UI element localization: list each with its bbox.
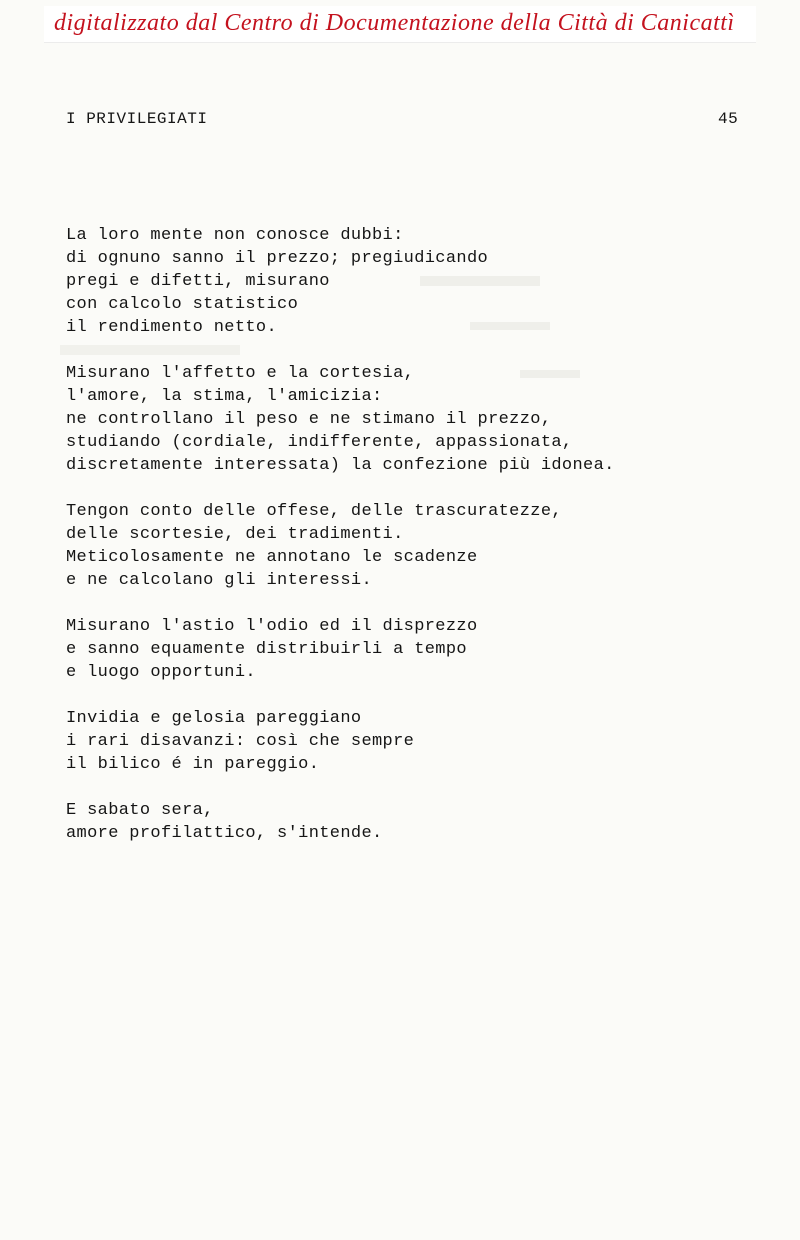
poem-line: ne controllano il peso e ne stimano il prezzo, [66,410,552,429]
poem-line: l'amore, la stima, l'amicizia: [66,387,383,406]
page-title: I PRIVILEGIATI [66,110,208,128]
poem-line: studiando (cordiale, indifferente, appassionata, [66,433,573,452]
stanza [66,224,766,339]
poem-line: E sabato sera, [66,801,214,820]
poem-line: discretamente interessata) la confezione più idonea. [66,456,615,475]
poem-line: il bilico é in pareggio. [66,755,320,774]
stanza [66,362,766,477]
poem-line: e sanno equamente distribuirli a tempo [66,640,467,659]
poem-body [66,224,766,868]
poem-line: i rari disavanzi: così che sempre [66,732,415,751]
poem-line: delle scortesie, dei tradimenti. [66,525,404,544]
poem-line: di ognuno sanno il prezzo; pregiudicando [66,249,489,268]
poem-line: e luogo opportuni. [66,663,256,682]
stanza [66,500,766,592]
poem-line: Tengon conto delle offese, delle trascuratezze, [66,502,562,521]
poem-line: Meticolosamente ne annotano le scadenze [66,548,478,567]
poem-line: e ne calcolano gli interessi. [66,571,372,590]
poem-line: con calcolo statistico [66,295,299,314]
poem-line: La loro mente non conosce dubbi: [66,226,404,245]
page-number: 45 [718,110,739,128]
poem-line: Invidia e gelosia pareggiano [66,709,362,728]
poem-line: Misurano l'affetto e la cortesia, [66,364,415,383]
watermark-banner [44,6,756,43]
stanza [66,799,766,845]
stanza [66,707,766,776]
poem-line: amore profilattico, s'intende. [66,824,383,843]
poem-line: pregi e difetti, misurano [66,272,330,291]
stanza [66,615,766,684]
digitization-watermark: digitalizzato dal Centro di Documentazione della Città di Canicattì [54,10,735,36]
poem-line: Misurano l'astio l'odio ed il disprezzo [66,617,478,636]
poem-line: il rendimento netto. [66,318,278,337]
